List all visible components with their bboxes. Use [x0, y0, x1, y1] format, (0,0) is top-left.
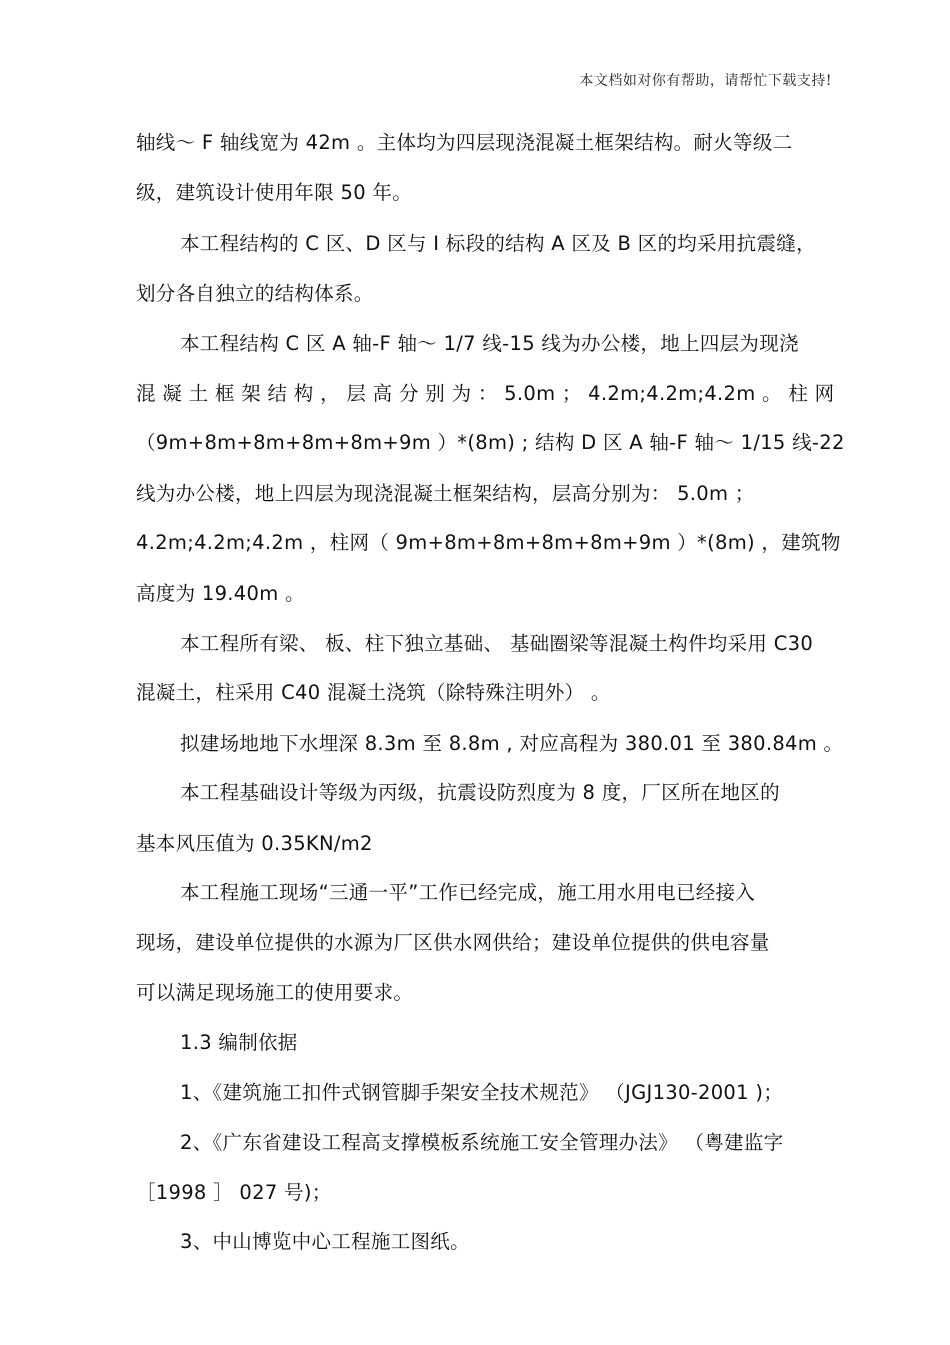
text-line: 本工程所有梁、 板、柱下独立基础、 基础圈梁等混凝土构件均采用 C30 [180, 632, 814, 655]
text-line: 划分各自独立的结构体系。 [136, 282, 374, 305]
text-line: 本工程结构 C 区 A 轴-F 轴～ 1/7 线-15 线为办公楼，地上四层为现浇 [180, 332, 799, 355]
text-line: 混凝土，柱采用 C40 混凝土浇筑（除特殊注明外） 。 [136, 681, 611, 704]
reference-item: 2、《广东省建设工程高支撑模板系统施工安全管理办法》 （粤建监字 [180, 1131, 784, 1154]
text-line: 4.2m;4.2m;4.2m ，柱网（ 9m+8m+8m+8m+8m+9m ）*(8m) ，建筑物 [136, 531, 841, 554]
text-line: 现场，建设单位提供的水源为厂区供水网供给；建设单位提供的供电容量 [136, 931, 770, 954]
reference-item-continuation: ［1998 ］ 027 号)； [136, 1181, 332, 1204]
text-line: 级，建筑设计使用年限 50 年。 [136, 181, 413, 204]
text-line: 线为办公楼，地上四层为现浇混凝土框架结构，层高分别为： 5.0m ； [136, 482, 755, 505]
text-line: 本工程施工现场“三通一平”工作已经完成，施工用水用电已经接入 [180, 881, 756, 904]
text-line: 本工程结构的 C 区、D 区与 I 标段的结构 A 区及 B 区的均采用抗震缝， [180, 232, 816, 255]
text-line: 混 凝 土 框 架 结 构 ， 层 高 分 别 为 ： 5.0m ； 4.2m;4.2m;4.2m 。 柱 网 [136, 382, 835, 405]
text-line: 可以满足现场施工的使用要求。 [136, 981, 414, 1004]
text-line: 本工程基础设计等级为丙级，抗震设防烈度为 8 度，厂区所在地区的 [180, 781, 780, 804]
reference-item: 1、《建筑施工扣件式钢管脚手架安全技术规范》 （JGJ130-2001 )； [180, 1081, 784, 1104]
text-line: 拟建场地地下水埋深 8.3m 至 8.8m , 对应高程为 380.01 至 380.84m 。 [180, 732, 844, 755]
section-heading: 1.3 编制依据 [180, 1031, 298, 1054]
text-line: 高度为 19.40m 。 [136, 582, 305, 605]
reference-item: 3、中山博览中心工程施工图纸。 [180, 1230, 470, 1253]
text-line: 基本风压值为 0.35KN/m2 [136, 832, 373, 855]
text-line: 轴线～ F 轴线宽为 42m 。主体均为四层现浇混凝土框架结构。耐火等级二 [136, 131, 793, 154]
header-note: 本文档如对你有帮助，请帮忙下载支持! [579, 73, 832, 89]
text-line: （9m+8m+8m+8m+8m+9m ）*(8m) ; 结构 D 区 A 轴-F 轴～ 1/15 线-22 [136, 431, 845, 454]
